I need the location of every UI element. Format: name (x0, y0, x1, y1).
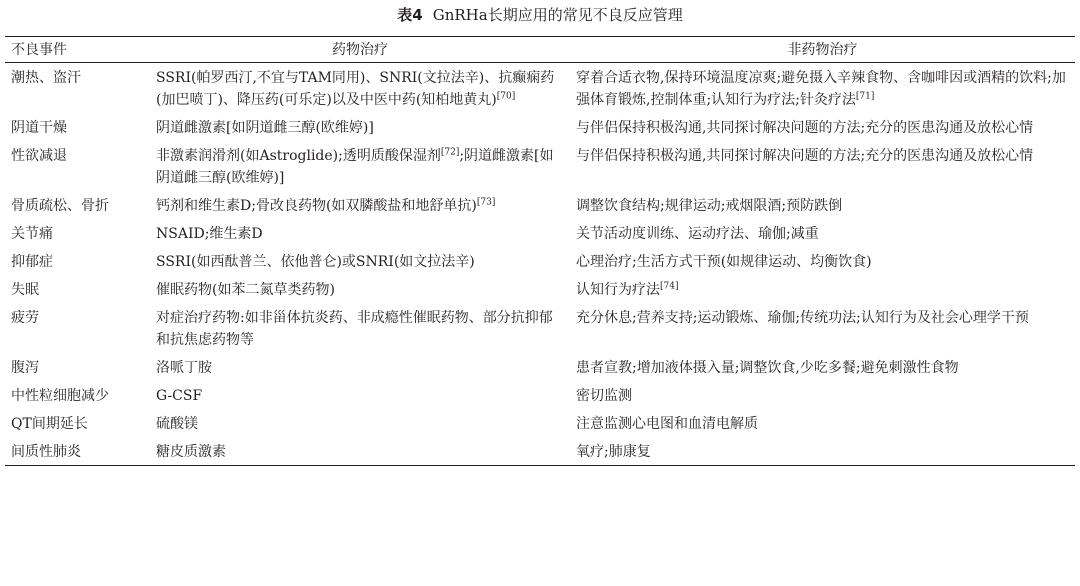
table-row (5, 219, 1075, 247)
table-title: GnRHa长期应用的常见不良反应管理 (432, 6, 683, 24)
header-nondrug-therapy: 非药物治疗 (787, 41, 858, 58)
reference-mark: [71] (855, 91, 875, 102)
nondrug-cell: 密切监测 (576, 388, 632, 404)
adverse-reaction-table (5, 36, 1075, 466)
table-row (5, 437, 1075, 466)
event-cell: 抑郁症 (11, 254, 53, 270)
nondrug-cell: 充分休息;营养支持;运动锻炼、瑜伽;传统功法;认知行为及社会心理学干预 (576, 310, 1029, 326)
event-cell: 腹泻 (11, 360, 39, 376)
reference-mark: [74] (660, 281, 679, 292)
nondrug-cell: 认知行为疗法[74] (576, 281, 679, 298)
event-cell: 性欲减退 (11, 148, 67, 164)
nondrug-cell: 与伴侣保持积极沟通,共同探讨解决问题的方法;充分的医患沟通及放松心情 (576, 148, 1034, 164)
table-row (5, 113, 1075, 141)
drug-cell: 催眠药物(如苯二氮草类药物) (156, 282, 335, 298)
nondrug-cell: 患者宣教;增加液体摄入量;调整饮食,少吃多餐;避免刺激性食物 (576, 360, 959, 376)
drug-cell: 阴道雌激素[如阴道雌三醇(欧维婷)] (156, 120, 374, 136)
event-cell: 阴道干燥 (11, 120, 67, 136)
reference-mark: [70] (496, 91, 516, 102)
table-row (5, 191, 1075, 219)
drug-cell: 非激素润滑剂(如Astroglide);透明质酸保湿剂[72];阴道雌激素[如阴道雌三醇(欧维婷)] (156, 147, 554, 186)
event-cell: 中性粒细胞减少 (11, 388, 109, 404)
table-row (5, 381, 1075, 409)
table-row (5, 409, 1075, 437)
header-drug-therapy: 药物治疗 (332, 41, 388, 58)
nondrug-cell: 注意监测心电图和血清电解质 (576, 416, 758, 432)
nondrug-cell: 关节活动度训练、运动疗法、瑜伽;减重 (576, 226, 819, 242)
header-event: 不良事件 (11, 41, 67, 58)
drug-cell: G-CSF (156, 388, 203, 404)
table-caption (0, 5, 1080, 25)
drug-cell: 钙剂和维生素D;骨改良药物(如双膦酸盐和地舒单抗)[73] (156, 197, 496, 214)
drug-cell: 硫酸镁 (156, 416, 198, 432)
nondrug-cell: 调整饮食结构;规律运动;戒烟限酒;预防跌倒 (576, 198, 843, 214)
event-cell: QT间期延长 (11, 416, 88, 432)
event-cell: 间质性肺炎 (11, 444, 81, 460)
drug-cell: 糖皮质激素 (156, 444, 226, 460)
nondrug-cell: 氧疗;肺康复 (576, 444, 651, 460)
drug-cell: 对症治疗药物:如非甾体抗炎药、非成瘾性催眠药物、部分抗抑郁和抗焦虑药物等 (156, 310, 553, 348)
drug-cell: NSAID;维生素D (156, 226, 263, 242)
drug-cell: 洛哌丁胺 (156, 360, 212, 376)
nondrug-cell: 与伴侣保持积极沟通,共同探讨解决问题的方法;充分的医患沟通及放松心情 (576, 120, 1034, 136)
drug-cell: SSRI(帕罗西汀,不宜与TAM同用)、SNRI(文拉法辛)、抗癫痫药(加巴喷丁)、降压药(可乐定)以及中医中药(知柏地黄丸)[70] (156, 70, 555, 108)
event-cell: 骨质疏松、骨折 (11, 198, 109, 214)
table-row (5, 353, 1075, 381)
nondrug-cell: 穿着合适衣物,保持环境温度凉爽;避免摄入辛辣食物、含咖啡因或酒精的饮料;加强体育锻炼,控制体重;认知行为疗法;针灸疗法[71] (576, 70, 1066, 108)
table-row (5, 247, 1075, 275)
nondrug-cell: 心理治疗;生活方式干预(如规律运动、均衡饮食) (576, 254, 872, 270)
reference-mark: [72] (440, 147, 460, 158)
reference-mark: [73] (476, 197, 496, 208)
event-cell: 关节痛 (11, 226, 53, 242)
table-row (5, 63, 1075, 114)
drug-cell: SSRI(如西酞普兰、依他普仑)或SNRI(如文拉法辛) (156, 254, 475, 270)
event-cell: 潮热、盗汗 (11, 70, 81, 86)
table-number: 表4 (397, 6, 423, 24)
table-row (5, 141, 1075, 191)
table-row (5, 275, 1075, 303)
event-cell: 疲劳 (11, 310, 39, 326)
table-row (5, 303, 1075, 353)
table-header-row (5, 37, 1075, 63)
event-cell: 失眠 (11, 282, 39, 298)
